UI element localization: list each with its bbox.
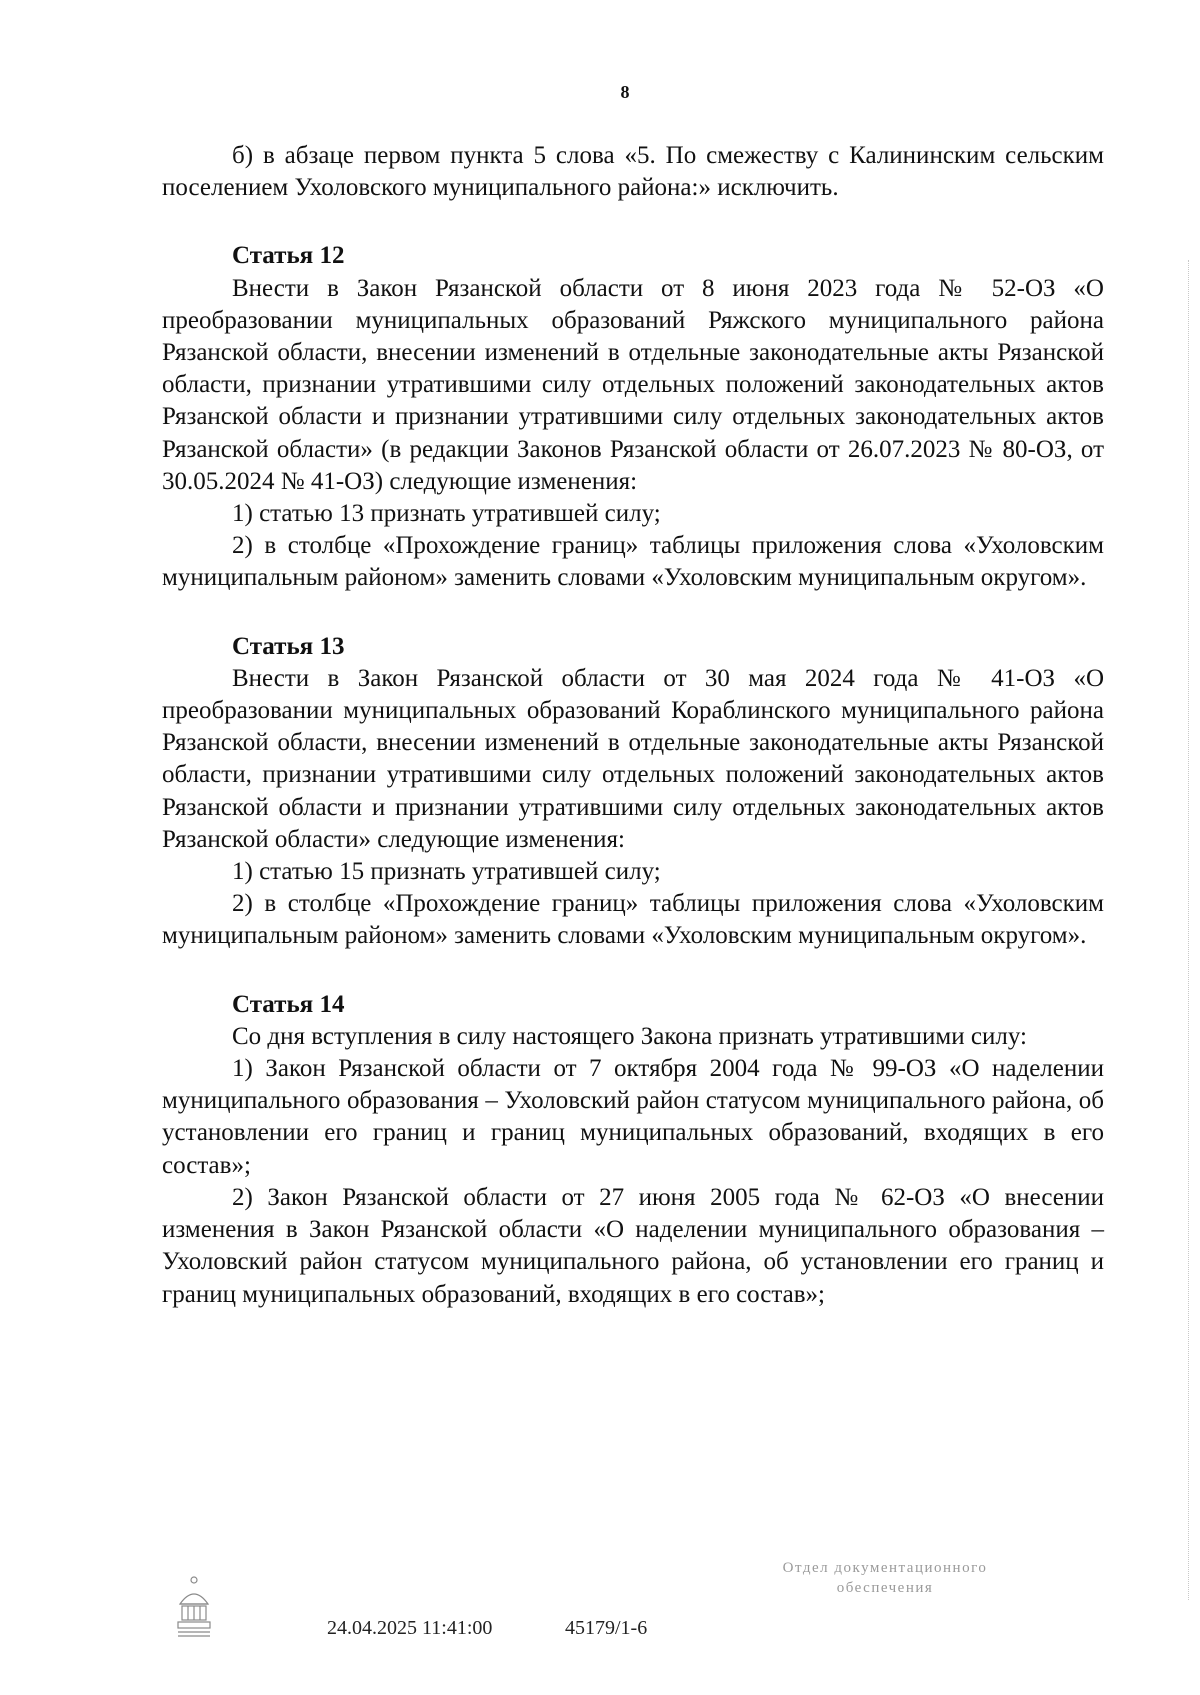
article-13-text: Внести в Закон Рязанской области от 30 мая 2024 года № 41-ОЗ «О преобразовании муниципальных образований Кораблинского муниципального района Рязанской области, внесении изменений в отдельные законодательные акты Рязанской области, признании утратившими силу отдельных положений законодательных актов Рязанской области и признании утратившими силу отдельных законодательных актов Рязанской области» следующие изменения:	[162, 664, 1104, 853]
scan-margin-artifact	[1188, 260, 1191, 1600]
article-14-item-1: 1) Закон Рязанской области от 7 октября 2004 года № 99-ОЗ «О наделении муниципального образования – Ухоловский район статусом муниципального района, об установлении его границ и границ муниципальных образований, входящих в его состав»;	[162, 1055, 1104, 1179]
document-body	[162, 140, 1104, 1311]
emblem-icon	[170, 1570, 218, 1642]
article-12-text: Внести в Закон Рязанской области от 8 июня 2023 года № 52-ОЗ «О преобразовании муниципальных образований Ряжского муниципального района Рязанской области, внесении изменений в отдельные законодательные акты Рязанской области, признании утратившими силу отдельных положений законодательных актов Рязанской области и признании утратившими силу отдельных законодательных актов Рязанской области» (в редакции Законов Рязанской области от 26.07.2023 № 80-ОЗ, от 30.05.2024 № 41-ОЗ) следующие изменения:	[162, 274, 1104, 495]
page-number: 8	[620, 82, 630, 102]
article-14-heading: Статья 14	[232, 990, 345, 1018]
article-13-item-1: 1) статью 15 признать утратившей силу;	[232, 858, 661, 886]
stamp-line-2: обеспечения	[836, 1580, 934, 1596]
article-14-text: Со дня вступления в силу настоящего Закона признать утратившими силу:	[232, 1022, 1027, 1050]
stamp-line-1: Отдел документационного	[782, 1560, 988, 1576]
intro-paragraph: б) в абзаце первом пункта 5 слова «5. По смежеству с Калининским сельским поселением Ухоловского муниципального района:» исключить.	[162, 142, 1104, 202]
article-13-heading: Статья 13	[232, 632, 345, 660]
article-12-item-1: 1) статью 13 признать утратившей силу;	[232, 500, 661, 528]
footer-datetime: 24.04.2025 11:41:00	[327, 1617, 493, 1639]
footer-doc-number: 45179/1-6	[565, 1617, 648, 1639]
article-12-heading: Статья 12	[232, 242, 345, 270]
article-13-item-2: 2) в столбце «Прохождение границ» таблицы приложения слова «Ухоловским муниципальным районом» заменить словами «Ухоловским муниципальным округом».	[162, 890, 1104, 950]
article-14-item-2: 2) Закон Рязанской области от 27 июня 2005 года № 62-ОЗ «О внесении изменения в Закон Рязанской области «О наделении муниципального образования – Ухоловский район статусом муниципального района, об установлении его границ и границ муниципальных образований, входящих в его состав»;	[162, 1183, 1104, 1308]
article-12-item-2: 2) в столбце «Прохождение границ» таблицы приложения слова «Ухоловским муниципальным районом» заменить словами «Ухоловским муниципальным округом».	[162, 532, 1104, 592]
department-stamp	[745, 1558, 1025, 1598]
